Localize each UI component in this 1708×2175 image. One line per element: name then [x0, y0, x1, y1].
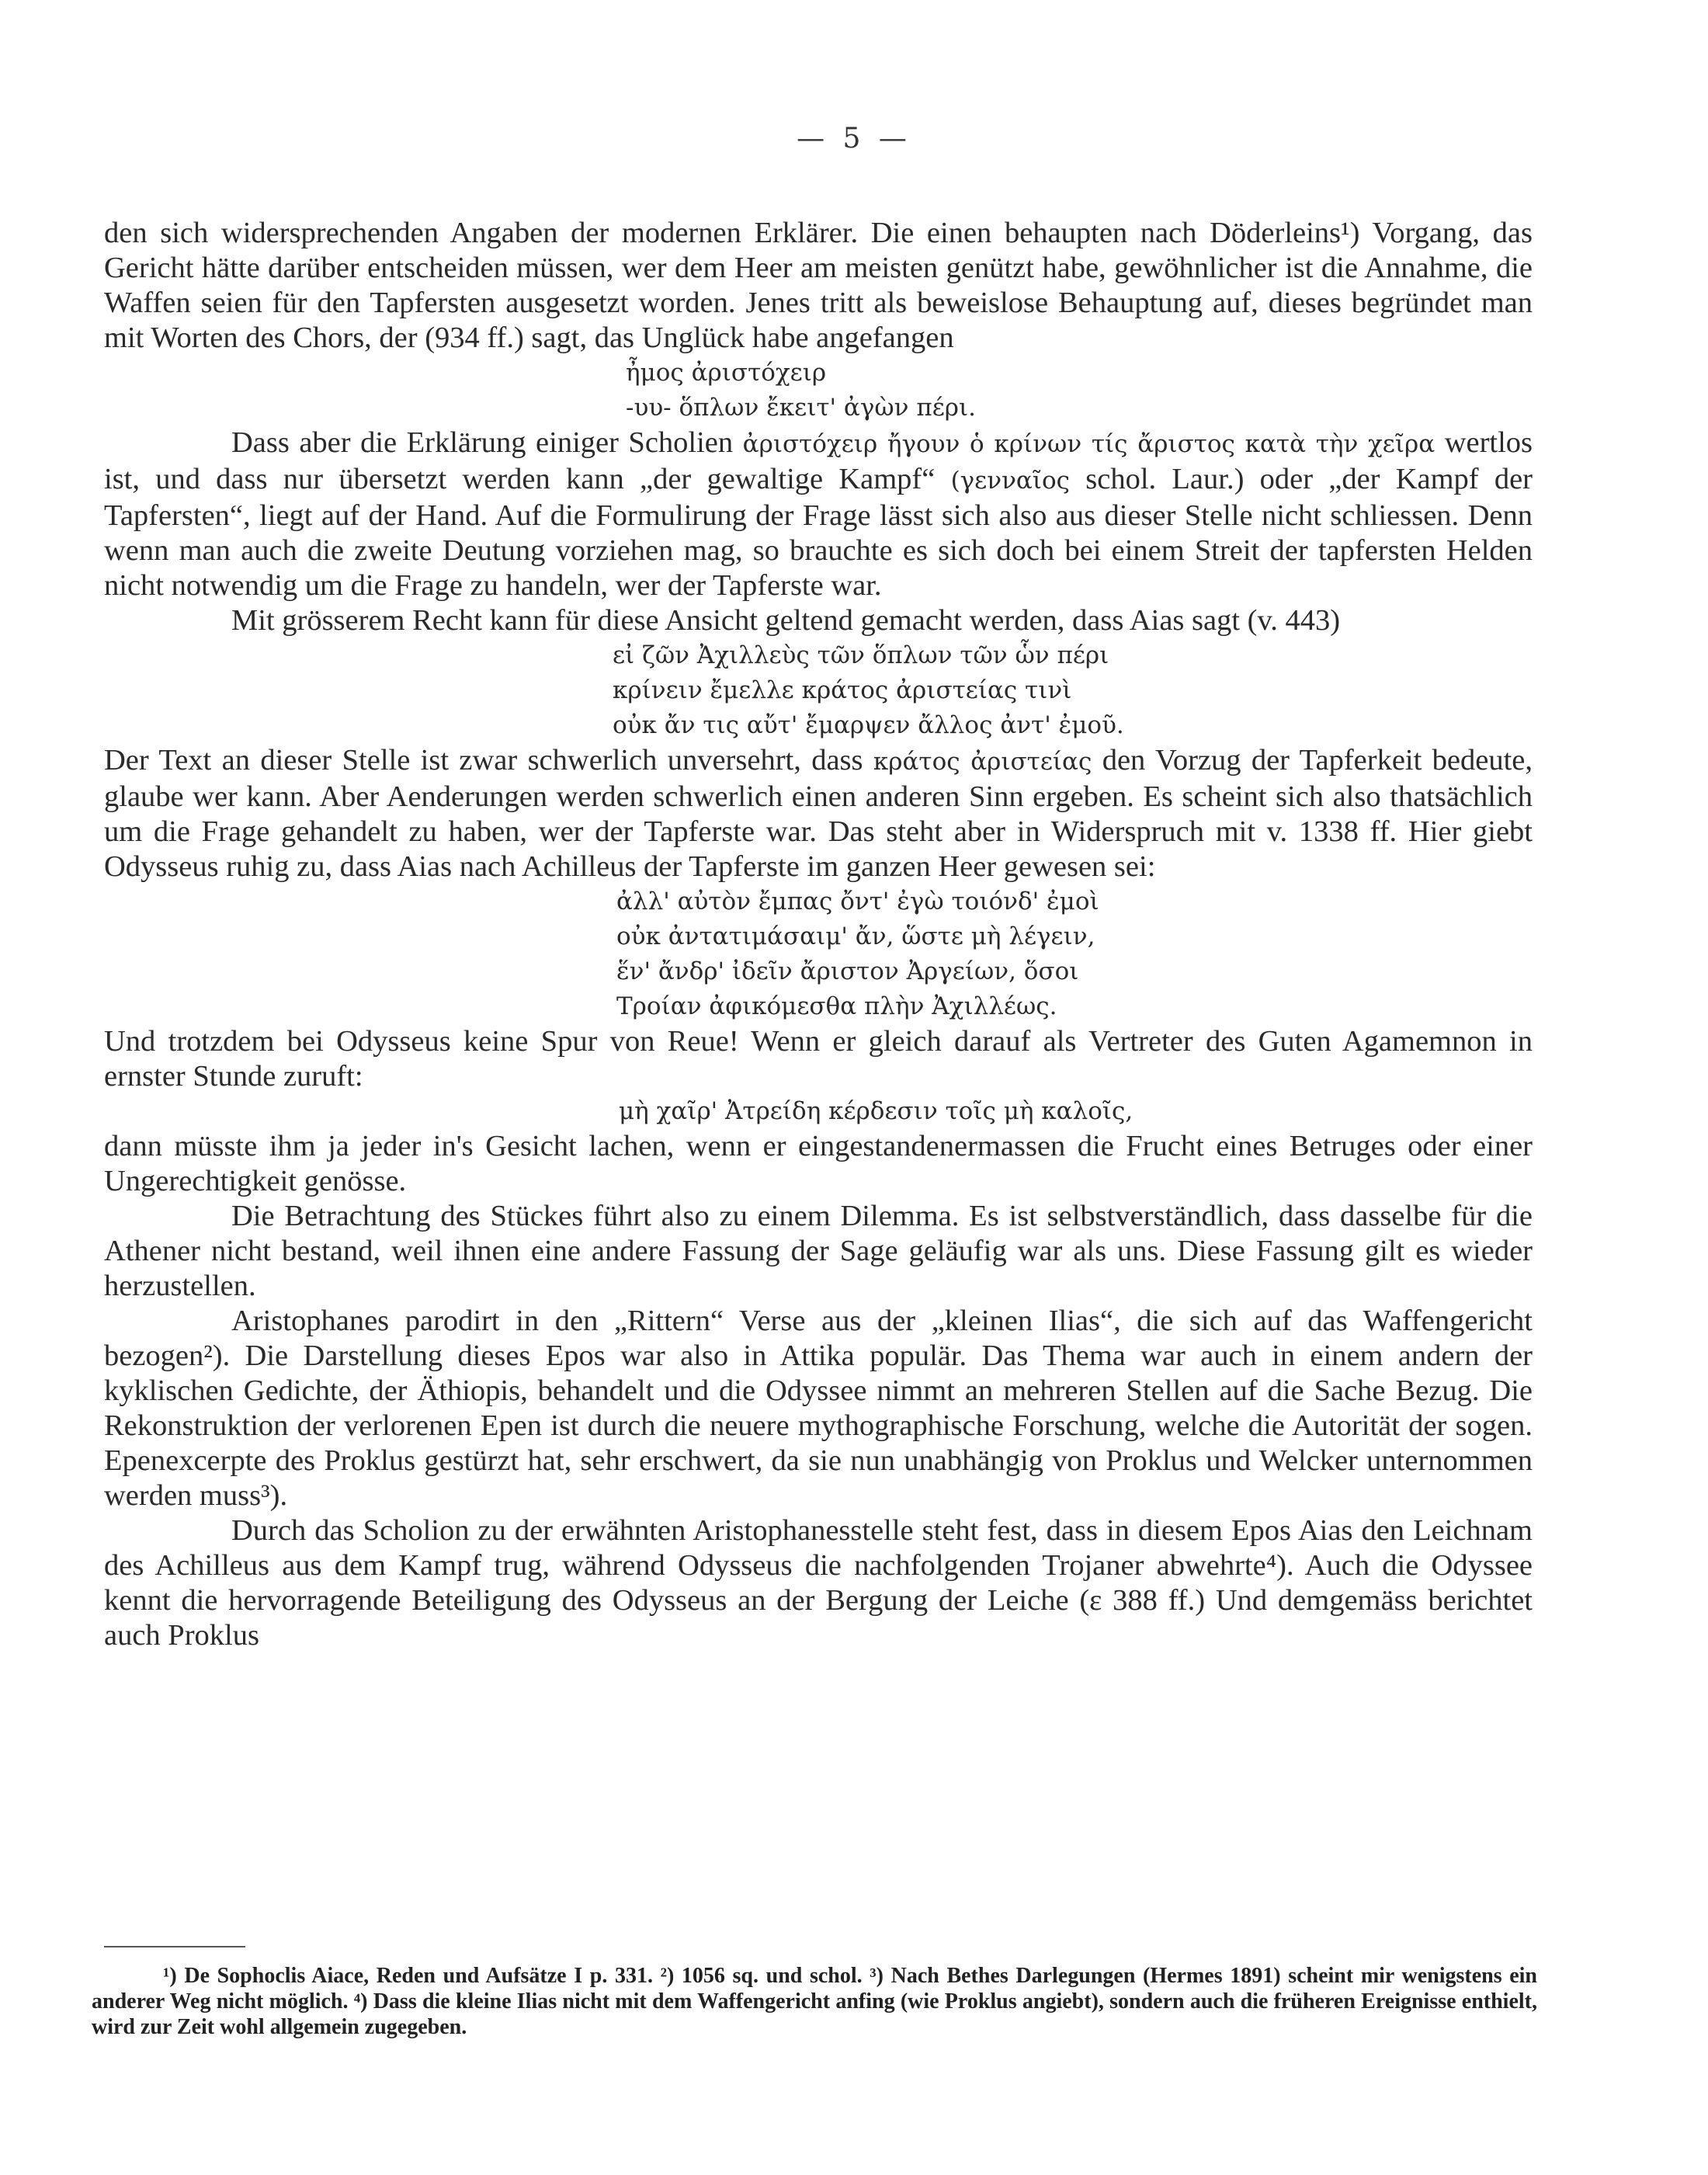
footnote-text: ¹) De Sophoclis Aiace, Reden und Aufsätze I p. 331. ²) 1056 sq. und schol. ³) Nach Bethes Darlegungen (Hermes 1891) scheint mir wenigstens ein anderer Weg nicht möglich. ⁴) Dass die kleine Ilias nicht mit dem Waffengericht anfing (wie Proklus angiebt), sondern auch die früheren Ereignisse enthielt, wird zur Zeit wohl allgemein zugegeben.: [92, 1964, 1537, 2039]
paragraph-7: Die Betrachtung des Stückes führt also zu einem Dilemma. Es ist selbstverständlich, dass dasselbe für die Athener nicht bestand, weil ihnen eine andere Fassung der Sage geläufig war als uns. Diese Fassung gilt es wieder herzustellen.: [104, 1200, 1533, 1302]
greek-phrase: (γενναῖος: [950, 467, 1071, 495]
paragraph-text: Der Text an dieser Stelle ist zwar schwerlich unversehrt, dass: [104, 744, 863, 777]
paragraph-1: den sich widersprechenden Angaben der modernen Erklärer. Die einen behaupten nach Döderleins¹) Vorgang, das Gericht hätte darüber entscheiden müssen, wer dem Heer am meisten genützt habe, gewöhnlicher ist die Annahme, die Waffen seien für den Tapfersten ausgesetzt worden. Jenes tritt als beweislose Behauptung auf, dieses begründet man mit Worten des Chors, der (934 ff.) sagt, das Unglück habe angefangen: [104, 217, 1533, 354]
paragraph-2: [104, 426, 1533, 603]
paragraph-text: Dass aber die Erklärung einiger Scholien: [231, 426, 734, 459]
quote-line: ἦμος ἀριστόχειρ: [626, 359, 827, 387]
paragraph-text: wertlos ist, und dass nur übersetzt werden kann „der gewaltige Kampf“: [104, 426, 1533, 495]
quote-line: κρίνειν ἔμελλε κράτος ἀριστείας τινὶ: [613, 676, 1072, 704]
quote-line: -υυ- ὅπλων ἔκειτ' ἀγὼν πέρι.: [626, 394, 977, 422]
greek-phrase: ἀριστόχειρ ἤγουν ὁ κρίνων τίς ἄριστος κατὰ τὴν χεῖρα: [742, 430, 1435, 458]
paragraph-9: Durch das Scholion zu der erwähnten Aristophanesstelle steht fest, dass in diesem Epos Aias den Leichnam des Achilleus aus dem Kampf trug, während Odysseus die nachfolgenden Trojaner abwehrte⁴). Auch die Odyssee kennt die hervorragende Beteiligung des Odysseus an der Bergung der Leiche (ε 388 ff.) Und demgemäss berichtet auch Proklus: [104, 1514, 1533, 1652]
quote-line: οὐκ ἄν τις αὔτ' ἔμαρψεν ἄλλος ἀντ' ἐμοῦ.: [613, 711, 1124, 739]
page-number: — 5 —: [797, 123, 911, 155]
quote-line: Τροίαν ἀφικόμεσθα πλὴν Ἀχιλλέως.: [616, 992, 1057, 1020]
quote-line: εἰ ζῶν Ἀχιλλεὺς τῶν ὅπλων τῶν ὧν πέρι: [613, 641, 1109, 669]
quote-line: οὐκ ἀντατιμάσαιμ' ἄν, ὥστε μὴ λέγειν,: [616, 922, 1095, 950]
greek-quote-agamemnon: [104, 1094, 1533, 1129]
greek-phrase: κράτος ἀριστείας: [873, 748, 1092, 776]
paragraph-4: [104, 743, 1533, 884]
main-text: [104, 216, 1533, 1653]
quote-line: ἕν' ἄνδρ' ἰδεῖν ἄριστον Ἀργείων, ὅσοι: [616, 957, 1079, 985]
footnotes: [92, 1963, 1537, 2040]
greek-quote-aias: [104, 638, 1533, 743]
paragraph-text: schol. Laur.) oder „der Kampf der Tapfersten“, liegt auf der Hand. Auf die Formulirung der Frage lässt sich also aus dieser Stelle nicht schliessen. Denn wenn man auch die zweite Deutung vorziehen mag, so brauchte es sich doch bei einem Streit der tapfersten Helden nicht notwendig um die Frage zu handeln, wer der Tapferste war.: [104, 463, 1533, 602]
greek-quote-odysseus: [104, 884, 1533, 1024]
footnote-divider: [104, 1946, 245, 1947]
quote-line: ἀλλ' αὐτὸν ἔμπας ὄντ' ἐγὼ τοιόνδ' ἐμοὶ: [616, 888, 1099, 916]
paragraph-8: Aristophanes parodirt in den „Rittern“ Verse aus der „kleinen Ilias“, die sich auf das Waffengericht bezogen²). Die Darstellung dieses Epos war also in Attika populär. Das Thema war auch in einem andern der kyklischen Gedichte, der Äthiopis, behandelt und die Odyssee nimmt an mehreren Stellen auf die Sache Bezug. Die Rekonstruktion der verlorenen Epen ist durch die neuere mythographische Forschung, welche die Autorität der sogen. Epenexcerpte des Proklus gestürzt hat, sehr erschwert, da sie nun unabhängig von Proklus und Welcker unternommen werden muss³).: [104, 1305, 1533, 1512]
quote-line: μὴ χαῖρ' Ἀτρείδη κέρδεσιν τοῖς μὴ καλοῖς,: [619, 1097, 1133, 1125]
paragraph-3: Mit grösserem Recht kann für diese Ansicht geltend gemacht werden, dass Aias sagt (v. 443): [231, 604, 1341, 637]
paragraph-text: den Vorzug der Tapferkeit bedeute, glaube wer kann. Aber Aenderungen werden schwerlich einen anderen Sinn ergeben. Es scheint sich also thatsächlich um die Frage gehandelt zu haben, wer der Tapferste war. Das steht aber in Widerspruch mit v. 1338 ff. Hier giebt Odysseus ruhig zu, dass Aias nach Achilleus der Tapferste im ganzen Heer gewesen sei:: [104, 744, 1533, 883]
paragraph-6: dann müsste ihm ja jeder in's Gesicht lachen, wenn er eingestandenermassen die Frucht eines Betruges oder einer Ungerechtigkeit genösse.: [104, 1130, 1533, 1197]
greek-quote-chorus: [104, 356, 1533, 426]
paragraph-5: Und trotzdem bei Odysseus keine Spur von Reue! Wenn er gleich darauf als Vertreter des Guten Agamemnon in ernster Stunde zuruft:: [104, 1025, 1533, 1093]
